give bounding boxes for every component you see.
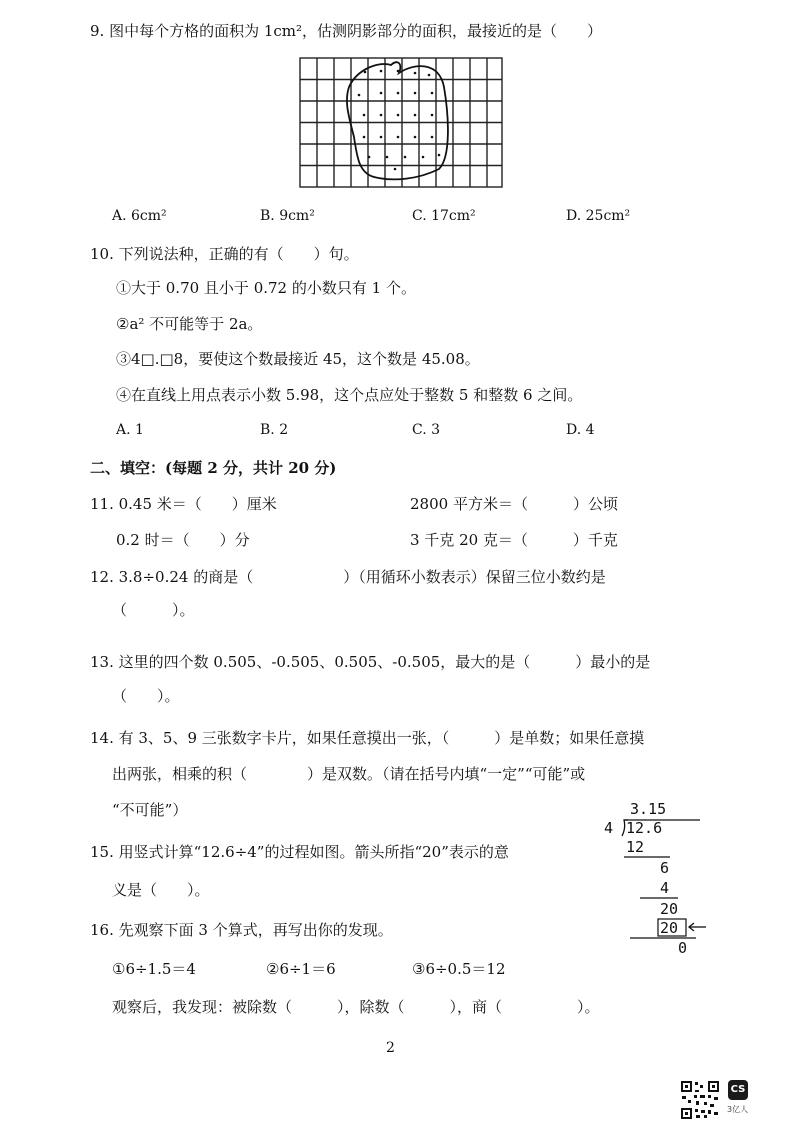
q14-line-3: “不可能”）: [112, 801, 188, 819]
page-number: 2: [386, 1040, 395, 1056]
q14-line-2: 出两张，相乘的积（ ）是双数。（请在括号内填“一定”“可能”或: [112, 765, 586, 783]
q9-option-c: C. 17cm²: [412, 208, 476, 224]
q10-option-d: D. 4: [566, 422, 595, 438]
q9-stem: 9. 图中每个方格的面积为 1cm²，估测阴影部分的面积，最接近的是（ ）: [90, 22, 603, 40]
q16-expr-2: ②6÷1＝6: [266, 960, 336, 978]
division-step-1: 12: [626, 838, 645, 856]
q16-conclusion: 观察后，我发现：被除数（ ），除数（ ），商（ ）。: [112, 998, 600, 1016]
q11-part-c: 0.2 时＝（ ）分: [116, 531, 250, 549]
q10-item-2: ②a² 不可能等于 2a。: [116, 315, 263, 333]
q14-line-1: 14. 有 3、5、9 三张数字卡片，如果任意摸出一张，（ ）是单数；如果任意摸: [90, 729, 645, 747]
q10-option-b: B. 2: [260, 422, 289, 438]
long-division-figure: [600, 798, 712, 958]
division-quotient: 3.15: [630, 800, 667, 818]
q16-expr-1: ①6÷1.5＝4: [112, 960, 196, 978]
camscanner-caption: 3亿人: [727, 1105, 749, 1114]
q10-option-c: C. 3: [412, 422, 441, 438]
division-step-3: 4: [660, 879, 670, 897]
q15-line-2: 义是（ ）。: [112, 881, 210, 899]
q9-option-d: D. 25cm²: [566, 208, 631, 224]
q10-item-4: ④在直线上用点表示小数 5.98，这个点应处于整数 5 和整数 6 之间。: [116, 386, 583, 404]
q10-item-1: ①大于 0.70 且小于 0.72 的小数只有 1 个。: [116, 279, 416, 297]
camscanner-badge: CS: [728, 1080, 748, 1100]
q16-expr-3: ③6÷0.5＝12: [412, 960, 506, 978]
q13-line-2: （ ）。: [112, 687, 180, 705]
division-step-5: 20: [660, 919, 679, 937]
q11-part-d: 3 千克 20 克＝（ ）千克: [410, 531, 618, 549]
q9-option-b: B. 9cm²: [260, 208, 315, 224]
q15-line-1: 15. 用竖式计算“12.6÷4”的过程如图。箭头所指“20”表示的意: [90, 843, 509, 861]
division-step-2: 6: [660, 859, 670, 877]
section-heading-fill-in: 二、填空：(每题 2 分，共计 20 分): [90, 459, 337, 477]
division-step-4: 20: [660, 900, 679, 918]
q9-option-a: A. 6cm²: [112, 208, 167, 224]
division-step-6: 0: [678, 939, 688, 957]
area-grid-figure: [299, 57, 503, 188]
q12-line-1: 12. 3.8÷0.24 的商是（ ）（用循环小数表示）保留三位小数约是: [90, 568, 606, 586]
division-divisor: 4: [604, 819, 614, 837]
q13-line-1: 13. 这里的四个数 0.505、-0.505、0.505、-0.505，最大的是（ ）最小的是: [90, 653, 651, 671]
q11-part-b: 2800 平方米＝（ ）公顷: [410, 495, 618, 513]
qr-code-icon: [680, 1080, 720, 1120]
q10-stem: 10. 下列说法种，正确的有（ ）句。: [90, 245, 359, 263]
q10-item-3: ③4□.□8，要使这个数最接近 45，这个数是 45.08。: [116, 350, 480, 368]
q16-stem: 16. 先观察下面 3 个算式，再写出你的发现。: [90, 921, 393, 939]
q10-option-a: A. 1: [116, 422, 144, 438]
q11-part-a: 11. 0.45 米＝（ ）厘米: [90, 495, 277, 513]
q12-line-2: （ ）。: [112, 601, 195, 619]
division-dividend: 12.6: [626, 819, 663, 837]
